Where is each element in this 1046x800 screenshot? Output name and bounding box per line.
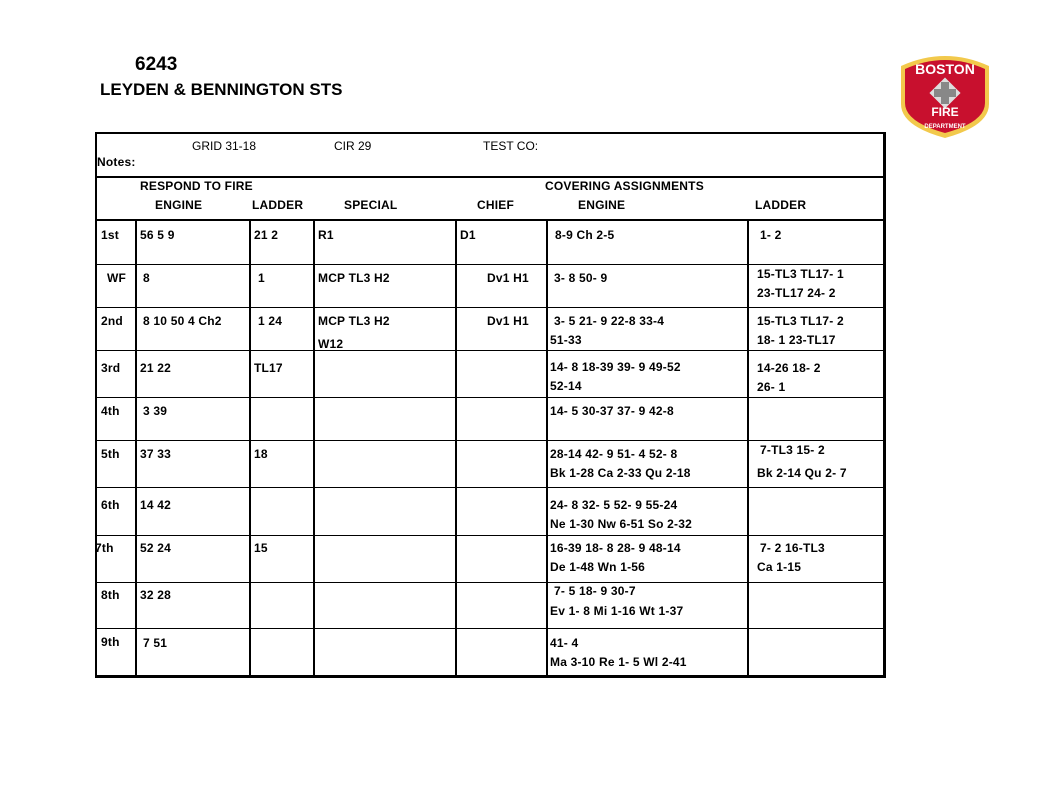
alarm-label: 9th [101,635,120,649]
row-divider [97,440,883,441]
covering-engine-cell: 3- 5 21- 9 22-8 33-4 [554,314,665,328]
covering-ladder-cell: 23-TL17 24- 2 [757,286,836,300]
chief-heading: CHIEF [477,198,514,212]
covering-ladder-cell: 26- 1 [757,380,786,394]
engine-cell: 37 33 [140,447,172,461]
covering-engine-cell: Ma 3-10 Re 1- 5 Wl 2-41 [550,655,687,669]
info-row [97,134,883,178]
box-number: 6243 [135,54,178,75]
special-heading: SPECIAL [344,198,398,212]
chief-cell: Dv1 H1 [487,314,529,328]
covering-heading: COVERING ASSIGNMENTS [545,179,704,193]
covering-ladder-cell: 1- 2 [760,228,782,242]
covering-engine-cell: 28-14 42- 9 51- 4 52- 8 [550,447,678,461]
covering-engine-cell: Ev 1- 8 Mi 1-16 Wt 1-37 [550,604,684,618]
covering-ladder-cell: Ca 1-15 [757,560,802,574]
engine-cell: 8 [143,271,150,285]
engine-heading: ENGINE [155,198,203,212]
row-divider [97,307,883,308]
covering-engine-heading: ENGINE [578,198,626,212]
row-divider [97,582,883,583]
column-divider [546,221,548,675]
engine-cell: 3 39 [143,404,168,418]
row-divider [97,535,883,536]
engine-cell: 52 24 [140,541,172,555]
alarm-label: 5th [101,447,120,461]
engine-cell: 21 22 [140,361,172,375]
special-cell: MCP TL3 H2 [318,314,390,328]
logo-text-fire: FIRE [931,105,959,119]
ladder-cell: 21 2 [254,228,279,242]
row-divider [97,397,883,398]
engine-cell: 32 28 [140,588,172,602]
alarm-label: 8th [101,588,120,602]
covering-engine-cell: 16-39 18- 8 28- 9 48-14 [550,541,681,555]
boston-fire-department-logo [895,52,995,140]
alarm-label: 2nd [101,314,123,328]
alarm-label: 1st [101,228,119,242]
special-cell: R1 [318,228,334,242]
column-divider [747,221,749,675]
grid-label: GRID 31-18 [192,139,257,153]
covering-ladder-cell: 15-TL3 TL17- 1 [757,267,844,281]
covering-engine-cell: 14- 5 30-37 37- 9 42-8 [550,404,674,418]
engine-cell: 8 10 50 4 Ch2 [143,314,222,328]
alarm-label: 6th [101,498,120,512]
logo-text-department: DEPARTMENT [924,124,966,130]
covering-ladder-cell: 7- 2 16-TL3 [760,541,825,555]
engine-cell: 14 42 [140,498,172,512]
column-divider [313,221,315,675]
covering-engine-cell: 14- 8 18-39 39- 9 49-52 [550,360,681,374]
special-cell: W12 [318,337,344,351]
ladder-cell: 15 [254,541,268,555]
location-title: LEYDEN & BENNINGTON STS [100,80,343,99]
covering-ladder-heading: LADDER [755,198,807,212]
respond-heading: RESPOND TO FIRE [140,179,253,193]
covering-ladder-cell: 15-TL3 TL17- 2 [757,314,844,328]
covering-engine-cell: 7- 5 18- 9 30-7 [554,584,636,598]
row-divider [97,628,883,629]
logo-text-boston: BOSTON [915,61,975,77]
column-divider [249,221,251,675]
alarm-label: 3rd [101,361,121,375]
special-cell: MCP TL3 H2 [318,271,390,285]
running-card-table [95,132,886,678]
covering-ladder-cell: 7-TL3 15- 2 [760,443,825,457]
covering-engine-cell: 3- 8 50- 9 [554,271,608,285]
row-divider [97,264,883,265]
covering-ladder-cell: Bk 2-14 Qu 2- 7 [757,466,847,480]
chief-cell: Dv1 H1 [487,271,529,285]
cir-label: CIR 29 [334,139,372,153]
covering-ladder-cell: 14-26 18- 2 [757,361,821,375]
ladder-cell: TL17 [254,361,283,375]
covering-engine-cell: 41- 4 [550,636,579,650]
covering-engine-cell: Bk 1-28 Ca 2-33 Qu 2-18 [550,466,691,480]
notes-label: Notes: [97,155,136,169]
alarm-label: 7th [95,541,114,555]
alarm-label: WF [107,271,127,285]
row-divider [97,350,883,351]
alarm-label: 4th [101,404,120,418]
covering-engine-cell: 8-9 Ch 2-5 [555,228,615,242]
ladder-cell: 1 24 [258,314,283,328]
covering-engine-cell: De 1-48 Wn 1-56 [550,560,646,574]
chief-cell: D1 [460,228,476,242]
covering-engine-cell: 51-33 [550,333,582,347]
covering-engine-cell: Ne 1-30 Nw 6-51 So 2-32 [550,517,692,531]
engine-cell: 56 5 9 [140,228,175,242]
test-co-label: TEST CO: [483,139,539,153]
ladder-heading: LADDER [252,198,304,212]
row-divider [97,487,883,488]
column-divider [135,221,137,675]
heading-row [97,178,883,221]
ladder-cell: 1 [258,271,265,285]
ladder-cell: 18 [254,447,268,461]
covering-engine-cell: 24- 8 32- 5 52- 9 55-24 [550,498,678,512]
covering-engine-cell: 52-14 [550,379,582,393]
column-divider [455,221,457,675]
covering-ladder-cell: 18- 1 23-TL17 [757,333,836,347]
engine-cell: 7 51 [143,636,168,650]
